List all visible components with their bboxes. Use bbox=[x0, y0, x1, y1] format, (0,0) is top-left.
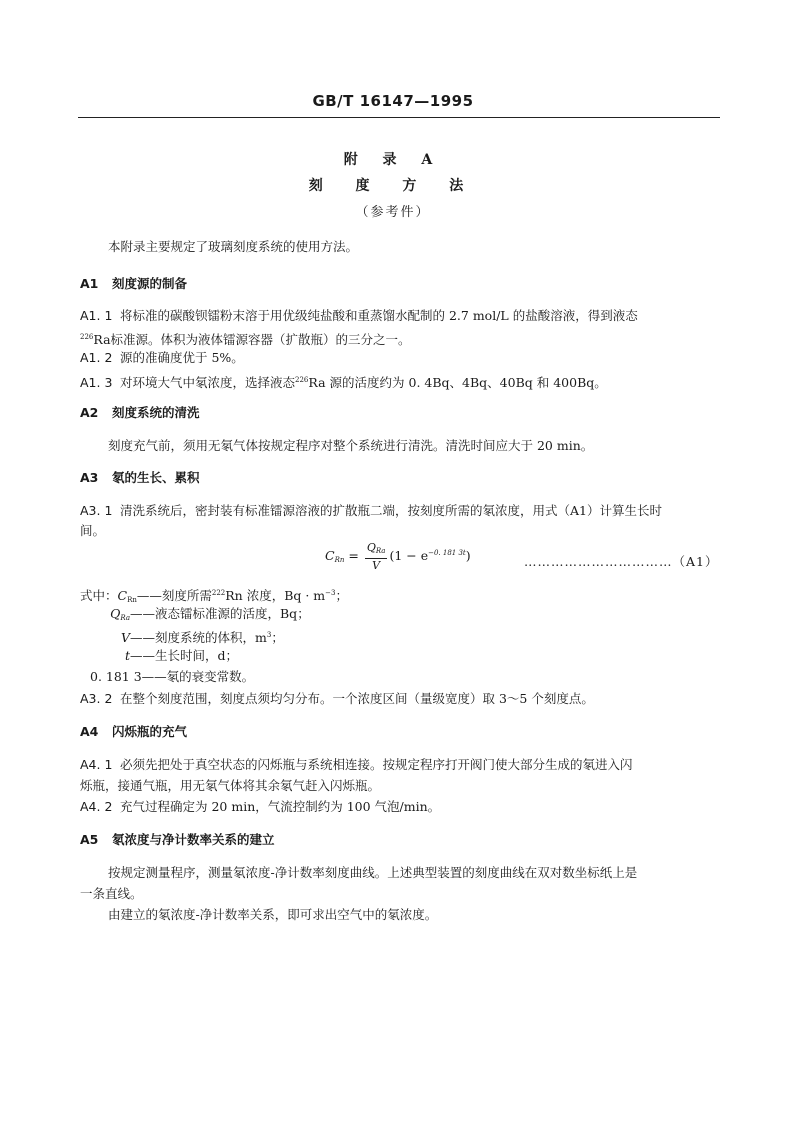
equation-a1: $C_{Rn}$ = $\frac{Q_{Ra}}{V}$ $(1 - e^{-0. 181 3t})$ bbox=[325, 541, 471, 572]
appendix-name: 刻 度 方 法 bbox=[308, 178, 478, 194]
clause-number: A3. 1 bbox=[80, 503, 113, 518]
section-a5-heading bbox=[80, 831, 720, 849]
section-title: 闪烁瓶的充气 bbox=[112, 724, 188, 739]
clause-text: Ra 源的活度约为 0. 4Bq、4Bq、40Bq 和 400Bq。 bbox=[308, 375, 607, 390]
where-label: 式中： bbox=[80, 588, 118, 603]
isotope-mass: 226 bbox=[295, 376, 309, 384]
section-number: A5 bbox=[80, 832, 99, 847]
paragraph-a3-1 bbox=[80, 502, 720, 520]
clause-text: 清洗系统后，密封装有标准镭源溶液的扩散瓶二端，按刻度所需的氡浓度，用式（A1）计算生长时 bbox=[120, 503, 662, 518]
definition-row: 式中：$C_{Rn}——$刻度所需$^{222}$Rn 浓度，$Bq \cdot m^{-3}$； bbox=[80, 588, 349, 604]
paragraph-a4-1-cont: 烁瓶，接通气瓶，用无氡气体将其余氡气赶入闪烁瓶。 bbox=[80, 778, 381, 793]
paragraph-a1-3 bbox=[80, 371, 720, 392]
clause-number: A1. 2 bbox=[80, 350, 113, 365]
section-a1-heading bbox=[80, 275, 720, 293]
appendix-title: 附 录 A bbox=[343, 152, 443, 168]
paragraph-a3-2 bbox=[80, 690, 720, 708]
section-title: 氡浓度与净计数率关系的建立 bbox=[112, 832, 275, 847]
standard-code-header: GB/T 16147—1995 bbox=[312, 92, 474, 110]
clause-number: A4. 1 bbox=[80, 757, 113, 772]
paragraph-a4-2 bbox=[80, 798, 720, 816]
section-a4-heading bbox=[80, 723, 720, 741]
definition-row: t——生长时间，d； bbox=[124, 648, 239, 663]
section-title: 氡的生长、累积 bbox=[112, 470, 200, 485]
section-a3-heading bbox=[80, 469, 720, 487]
definition-row: 0. 181 3——氡的衰变常数。 bbox=[90, 669, 255, 684]
paragraph-a3-1-cont: 间。 bbox=[80, 523, 106, 538]
paragraph-a1-1 bbox=[80, 307, 720, 325]
header-rule bbox=[78, 117, 720, 118]
section-number: A3 bbox=[80, 470, 99, 485]
clause-number: A1. 3 bbox=[80, 375, 113, 390]
clause-text: 必须先把处于真空状态的闪烁瓶与系统相连接。按规定程序打开阀门使大部分生成的氡进入闪 bbox=[120, 757, 633, 772]
section-number: A2 bbox=[80, 405, 99, 420]
definition-row: $Q_{Ra}——$液态镭标准源的活度，Bq； bbox=[110, 606, 310, 622]
paragraph-a5-1-cont: 一条直线。 bbox=[80, 886, 143, 901]
clause-text: Ra标准源。体积为液体镭源容器（扩散瓶）的三分之一。 bbox=[93, 332, 411, 347]
clause-text: 对环境大气中氡浓度，选择液态 bbox=[120, 375, 296, 390]
clause-number: A3. 2 bbox=[80, 691, 113, 706]
equation-label: ……………………………（A1） bbox=[524, 554, 719, 569]
paragraph-a5-2: 由建立的氡浓度-净计数率关系，即可求出空气中的氡浓度。 bbox=[108, 907, 438, 922]
clause-text: 源的准确度优于 5%。 bbox=[120, 350, 244, 365]
clause-text: 充气过程确定为 20 min，气流控制约为 100 气泡/min。 bbox=[120, 799, 441, 814]
section-number: A4 bbox=[80, 724, 99, 739]
appendix-type: （参考件） bbox=[355, 205, 431, 220]
section-title: 刻度系统的清洗 bbox=[112, 405, 200, 420]
paragraph-a1-2 bbox=[80, 349, 720, 367]
definition-row: V——刻度系统的体积，$m^3$； bbox=[120, 630, 284, 645]
paragraph-a5-1: 按规定测量程序，测量氡浓度-净计数率刻度曲线。上述典型装置的刻度曲线在双对数坐标纸上是 bbox=[108, 865, 638, 880]
paragraph-a2: 刻度充气前，须用无氡气体按规定程序对整个系统进行清洗。清洗时间应大于 20 min。 bbox=[108, 438, 594, 453]
section-a2-heading bbox=[80, 404, 720, 422]
clause-number: A4. 2 bbox=[80, 799, 113, 814]
isotope-mass: 226 bbox=[80, 333, 94, 341]
fraction: $\frac{Q_{Ra}}{V}$ bbox=[366, 541, 386, 572]
intro-paragraph: 本附录主要规定了玻璃刻度系统的使用方法。 bbox=[108, 239, 359, 254]
clause-text: 将标准的碳酸钡镭粉末溶于用优级纯盐酸和重蒸馏水配制的 2.7 mol/L 的盐酸溶液，得到液态 bbox=[120, 308, 638, 323]
paragraph-a4-1 bbox=[80, 756, 720, 774]
section-title: 刻度源的制备 bbox=[112, 276, 188, 291]
clause-text: 在整个刻度范围，刻度点须均匀分布。一个浓度区间（量级宽度）取 3～5 个刻度点。 bbox=[120, 691, 594, 706]
paragraph-a1-1-cont bbox=[80, 328, 720, 349]
section-number: A1 bbox=[80, 276, 99, 291]
clause-number: A1. 1 bbox=[80, 308, 113, 323]
